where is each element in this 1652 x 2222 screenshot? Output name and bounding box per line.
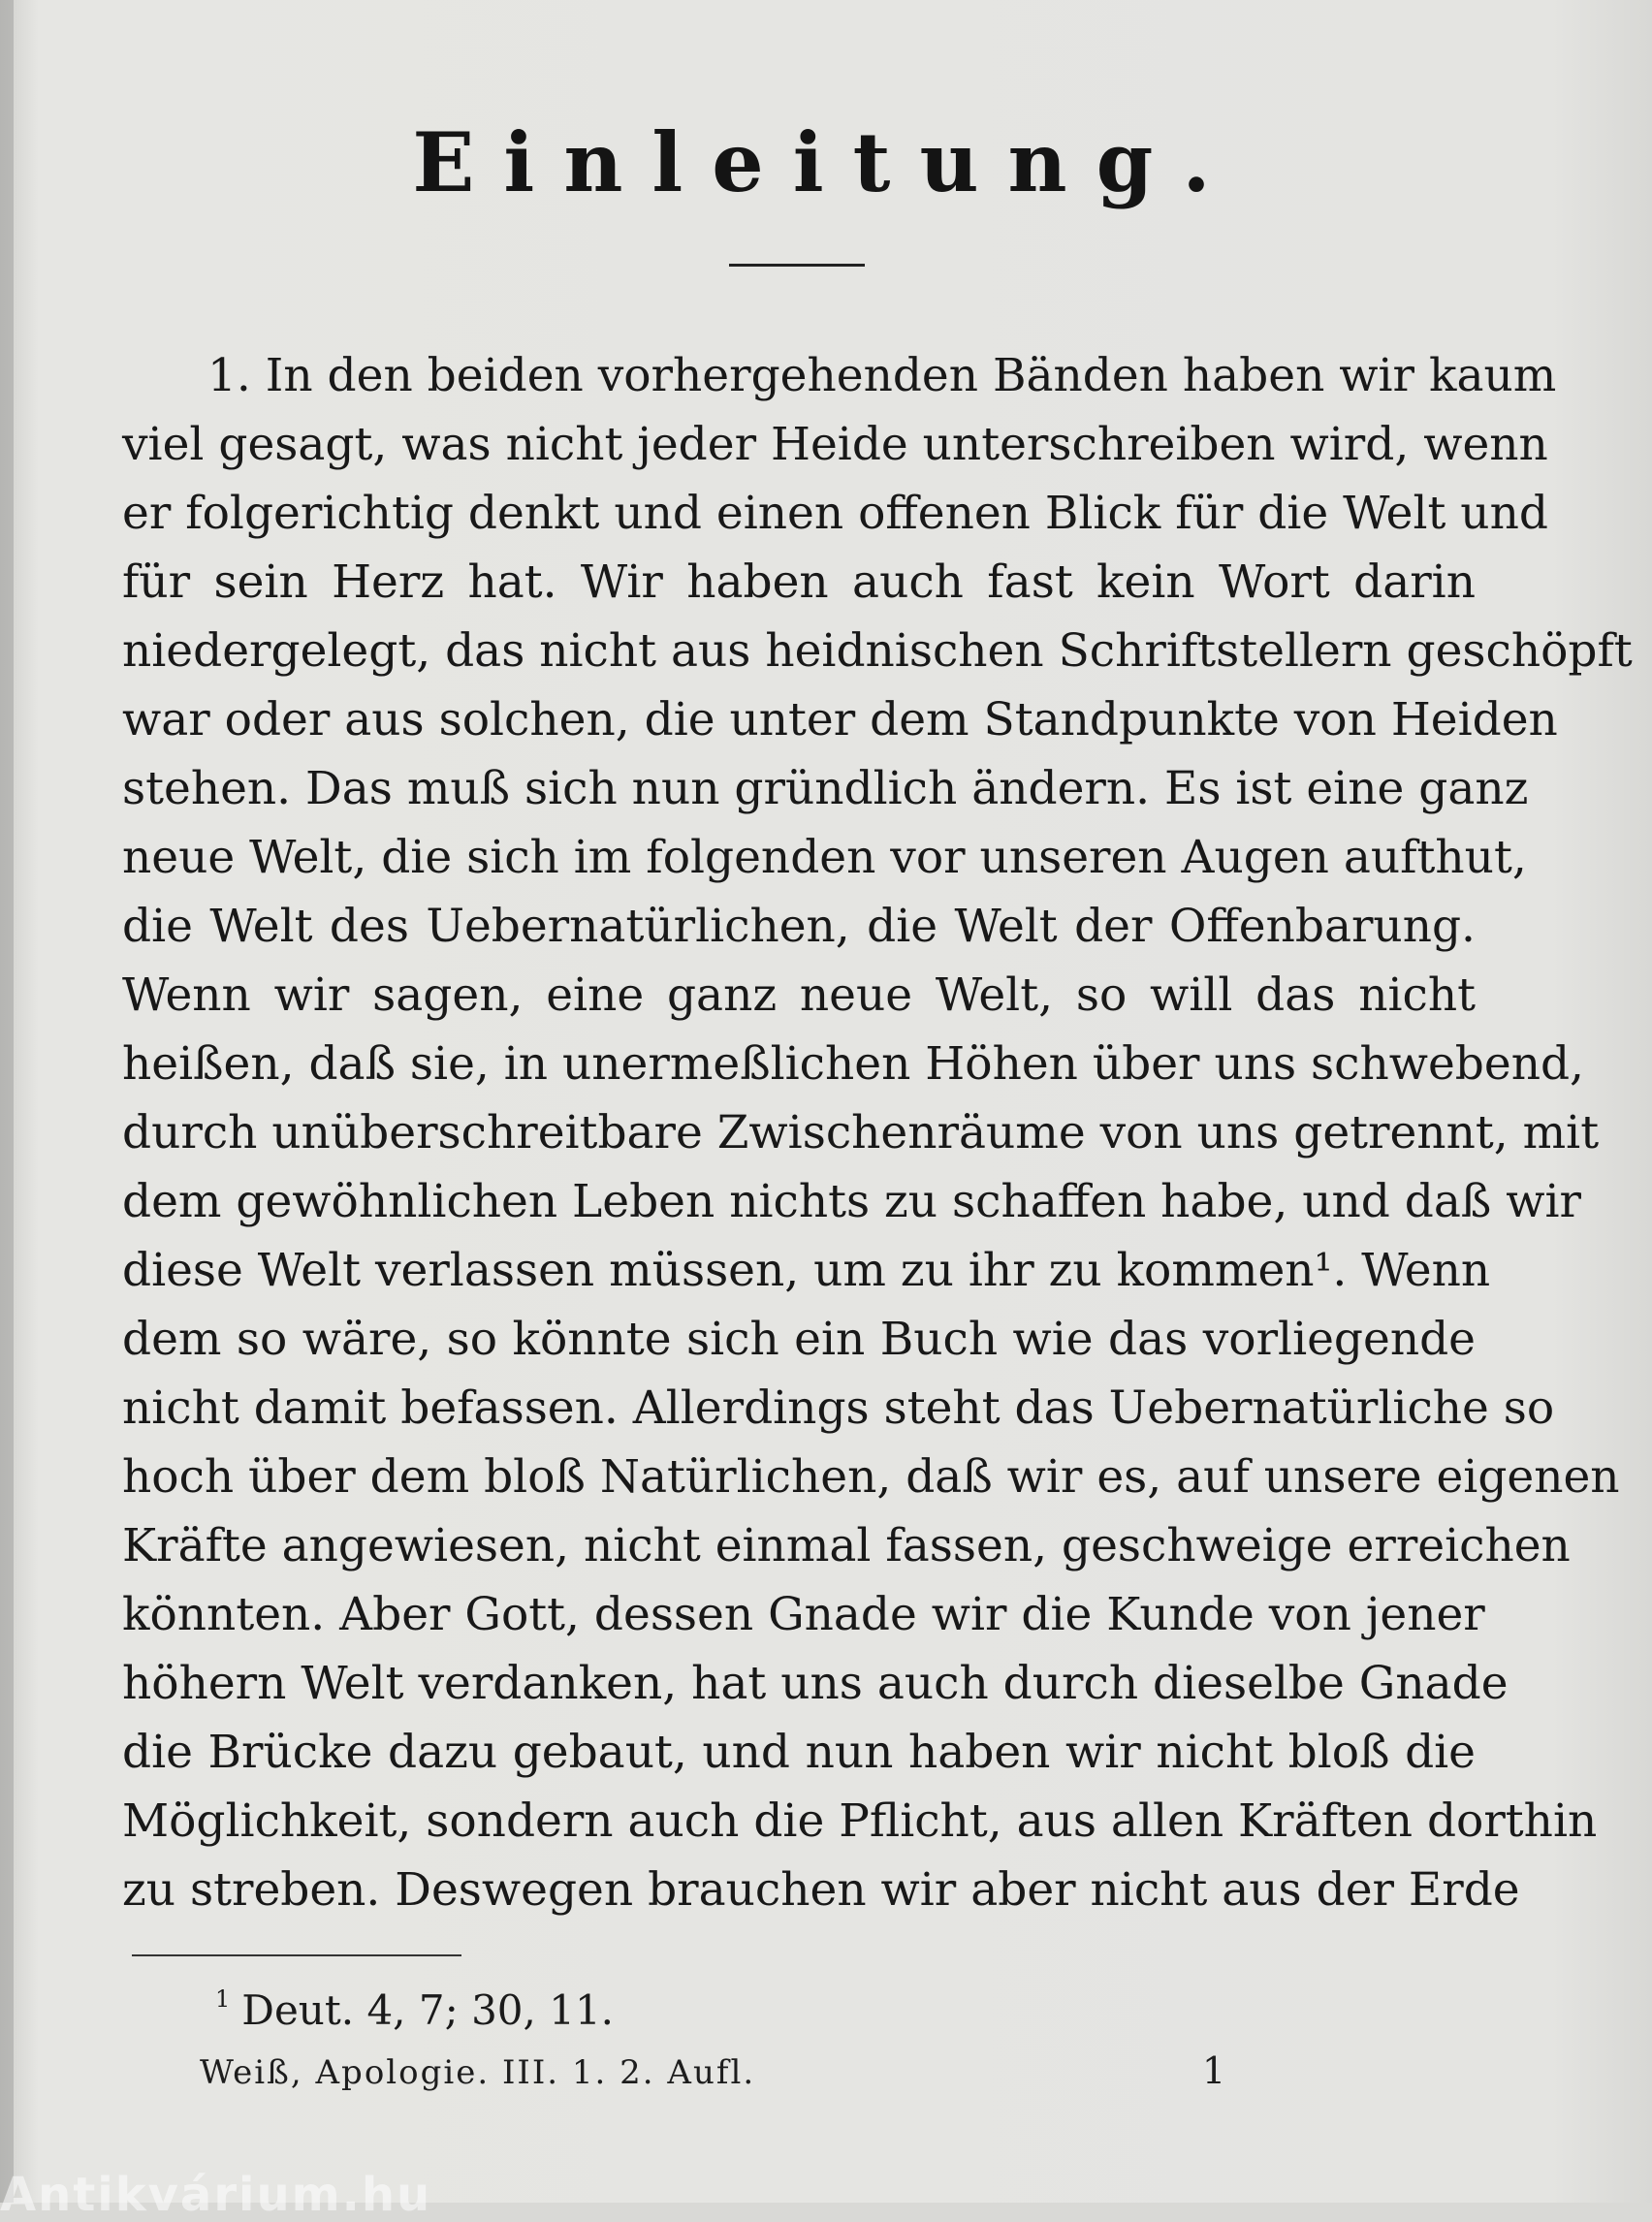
text-line: viel gesagt, was nicht jeder Heide unterschreiben wird, wenn [122,418,1548,471]
footnote-marker: 1 [215,1985,231,2013]
text-line: war oder aus solchen, die unter dem Standpunkte von Heiden [122,693,1558,746]
text-line: nicht damit befassen. Allerdings steht das Uebernatürliche so [122,1381,1555,1435]
page-gutter-edge [0,0,14,2203]
text-line: dem gewöhnlichen Leben nichts zu schaffen habe, und daß wir [122,1175,1581,1228]
text-line: durch unüberschreitbare Zwischenräume von uns getrennt, mit [122,1106,1600,1159]
text-line: Möglichkeit, sondern auch die Pflicht, aus allen Kräften dorthin [122,1794,1598,1848]
text-line: die Brücke dazu gebaut, und nun haben wir nicht bloß die [122,1726,1476,1779]
printer-signature: Weiß, Apologie. III. 1. 2. Aufl. [200,2053,756,2092]
text-line: diese Welt verlassen müssen, um zu ihr zu kommen¹. Wenn [122,1244,1491,1297]
footnote-text: Deut. 4, 7; 30, 11. [241,1986,615,2034]
text-line: 1. In den beiden vorhergehenden Bänden haben wir kaum [207,349,1557,402]
text-line: die Welt des Uebernatürlichen, die Welt der Offenbarung. [122,900,1476,953]
page-number: 1 [1202,2049,1226,2092]
text-line: dem so wäre, so könnte sich ein Buch wie das vorliegende [122,1313,1476,1366]
footnote-divider [132,1954,461,1956]
title-divider [729,264,865,267]
text-line: Wenn wir sagen, eine ganz neue Welt, so will das nicht [122,968,1476,1022]
text-line: er folgerichtig denkt und einen offenen Blick für die Welt und [122,487,1548,540]
footnote [215,1985,614,2034]
text-line: heißen, daß sie, in unermeßlichen Höhen über uns schwebend, [122,1037,1584,1091]
text-line: neue Welt, die sich im folgenden vor unseren Augen aufthut, [122,831,1527,884]
body-text [122,341,1633,1924]
text-line: höhern Welt verdanken, hat uns auch durch dieselbe Gnade [122,1657,1509,1710]
text-line: stehen. Das muß sich nun gründlich ändern. Es ist eine ganz [122,762,1529,815]
text-line: hoch über dem bloß Natürlichen, daß wir es, auf unsere eigenen [122,1450,1620,1504]
text-line: für sein Herz hat. Wir haben auch fast kein Wort darin [122,556,1476,609]
watermark: Antikvárium.hu [0,2168,432,2222]
text-line: könnten. Aber Gott, dessen Gnade wir die Kunde von jener [122,1588,1485,1641]
chapter-title: Einleitung. [412,114,1240,210]
text-line: Kräfte angewiesen, nicht einmal fassen, geschweige erreichen [122,1519,1571,1572]
text-line: niedergelegt, das nicht aus heidnischen Schriftstellern geschöpft [122,624,1633,678]
text-line: zu streben. Deswegen brauchen wir aber nicht aus der Erde [122,1863,1520,1917]
